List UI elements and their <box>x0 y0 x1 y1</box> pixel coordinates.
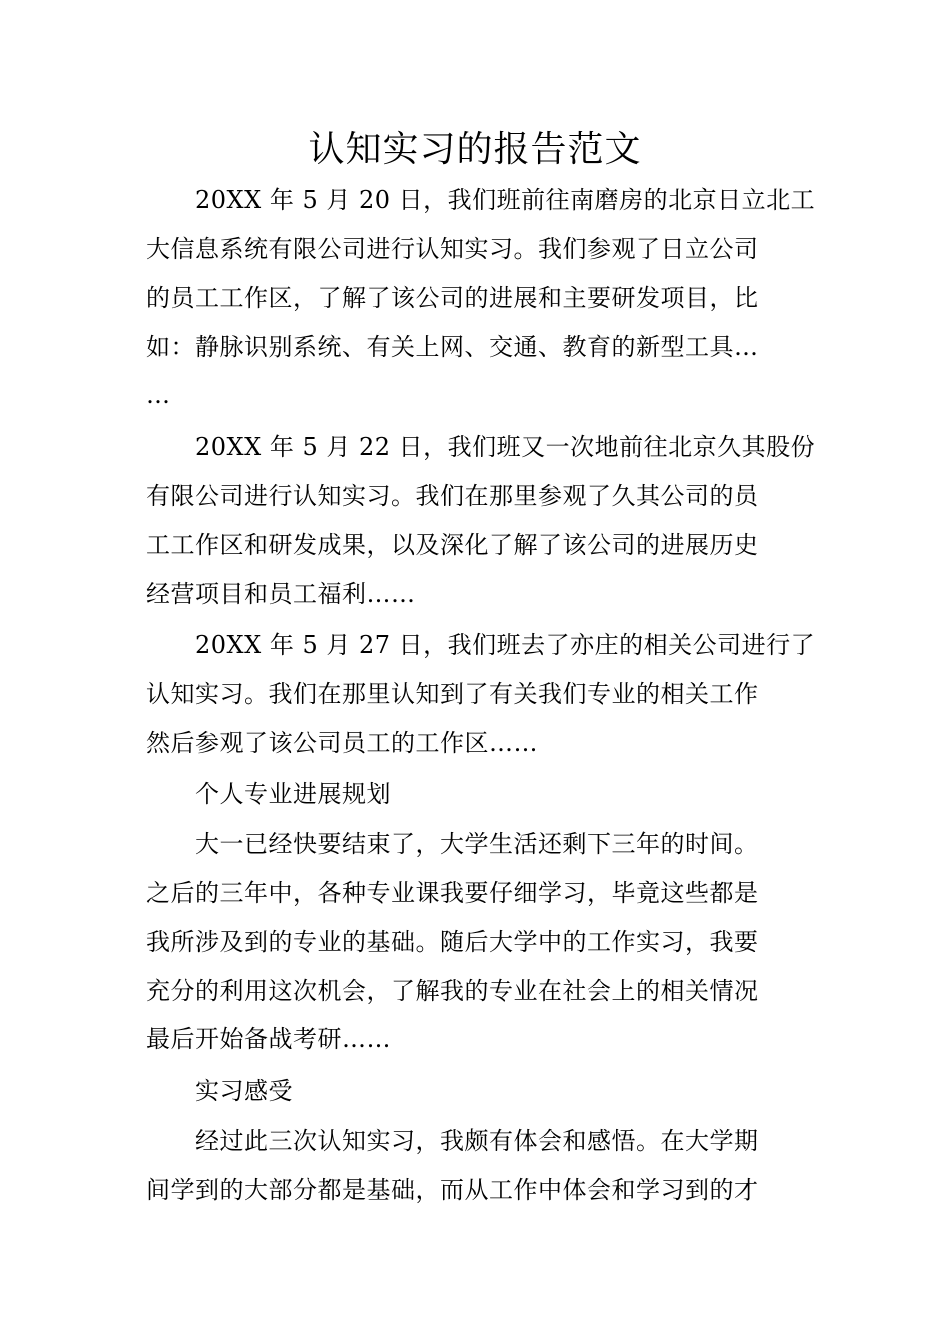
text-line: 20XX 年 5 月 22 日，我们班又一次地前往北京久其股份 <box>146 433 816 461</box>
text-line: 间学到的大部分都是基础，而从工作中体会和学习到的才 <box>146 1176 759 1204</box>
document-title: 认知实习的报告范文 <box>308 129 642 170</box>
text-line: 认知实习。我们在那里认知到了有关我们专业的相关工作 <box>146 680 759 708</box>
text-line: 的员工工作区，了解了该公司的进展和主要研发项目，比 <box>146 284 759 312</box>
text-line: 我所涉及到的专业的基础。随后大学中的工作实习，我要 <box>146 928 759 956</box>
text-line: 大信息系统有限公司进行认知实习。我们参观了日立公司 <box>146 235 759 263</box>
text-line: 然后参观了该公司员工的工作区…… <box>146 729 538 757</box>
text-line: 经营项目和员工福利…… <box>146 580 416 608</box>
text-line: 有限公司进行认知实习。我们在那里参观了久其公司的员 <box>146 482 759 510</box>
section-heading: 实习感受 <box>146 1077 293 1105</box>
text-line: 最后开始备战考研…… <box>146 1025 391 1053</box>
text-line: … <box>146 381 171 409</box>
text-line: 工工作区和研发成果，以及深化了解了该公司的进展历史 <box>146 531 759 559</box>
text-line: 经过此三次认知实习，我颇有体会和感悟。在大学期 <box>146 1127 759 1155</box>
section-heading: 个人专业进展规划 <box>146 780 391 808</box>
text-line: 20XX 年 5 月 20 日，我们班前往南磨房的北京日立北工 <box>146 186 816 214</box>
text-line: 充分的利用这次机会，了解我的专业在社会上的相关情况 <box>146 977 759 1005</box>
text-line: 如：静脉识别系统、有关上网、交通、教育的新型工具… <box>146 333 759 361</box>
text-line: 大一已经快要结束了，大学生活还剩下三年的时间。 <box>146 830 759 858</box>
text-line: 之后的三年中，各种专业课我要仔细学习，毕竟这些都是 <box>146 879 759 907</box>
text-line: 20XX 年 5 月 27 日，我们班去了亦庄的相关公司进行了 <box>146 631 816 659</box>
